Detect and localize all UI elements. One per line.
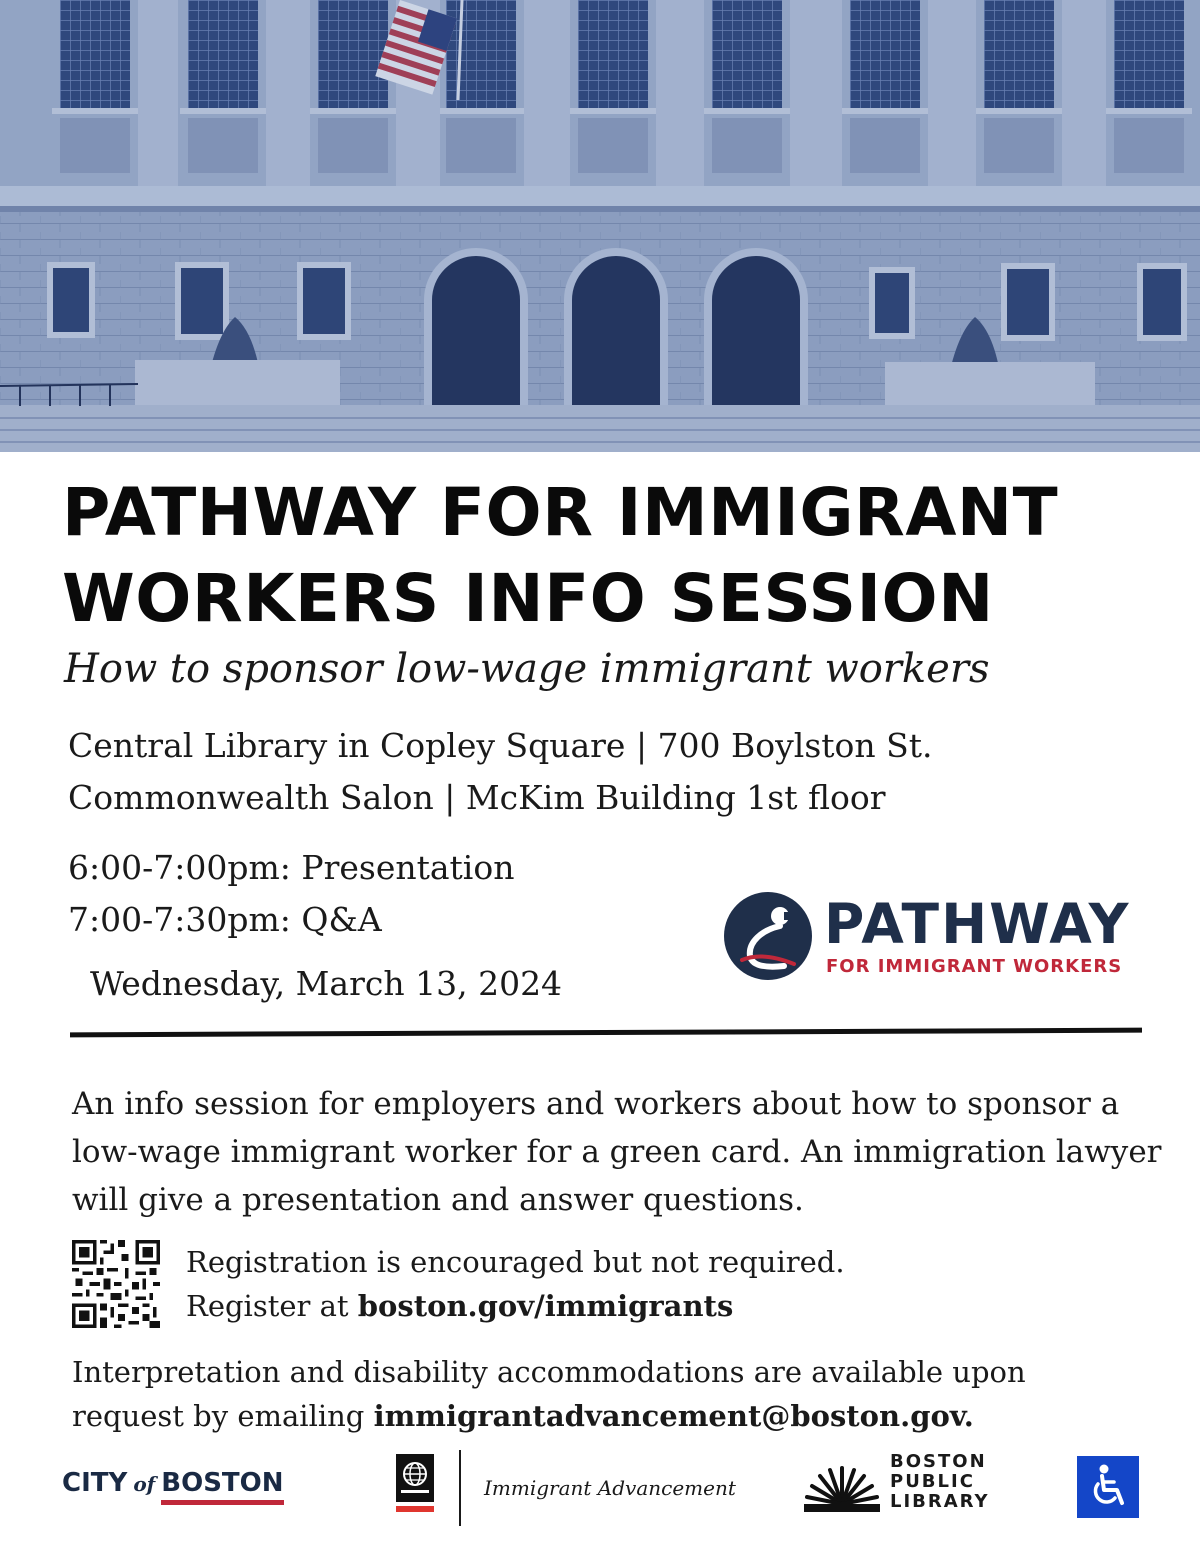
cob-boston: BOSTON <box>161 1468 283 1505</box>
venue-line-1: Central Library in Copley Square | 700 Boylston St. <box>68 726 933 765</box>
schedule-item-presentation: 6:00-7:00pm: Presentation <box>68 848 515 887</box>
accommodations-prefix: request by emailing <box>72 1399 374 1433</box>
registration-note: Registration is encouraged but not required. <box>186 1245 845 1279</box>
bpl-logo-text <box>890 1452 990 1512</box>
wheelchair-icon <box>1077 1456 1139 1518</box>
oia-divider <box>459 1450 461 1526</box>
event-title-line-2: WORKERS INFO SESSION <box>62 560 994 637</box>
accommodations-info <box>72 1350 1182 1438</box>
bpl-line-3: LIBRARY <box>890 1491 990 1512</box>
cob-city: CITY <box>62 1468 128 1498</box>
registration-prefix: Register at <box>186 1289 358 1323</box>
globe-icon <box>396 1454 434 1514</box>
bpl-sun-icon <box>804 1464 880 1512</box>
event-title <box>62 470 1172 642</box>
registration-line <box>186 1284 845 1328</box>
bpl-line-1: BOSTON <box>890 1451 987 1472</box>
event-description: An info session for employers and workers about how to sponsor a low-wage immigrant worker for a green card. An immigration lawyer will give a presentation and answer questions. <box>72 1086 1162 1218</box>
venue-line-2: Commonwealth Salon | McKim Building 1st floor <box>68 778 886 817</box>
accommodations-line-2 <box>72 1394 1182 1438</box>
registration-link[interactable]: boston.gov/immigrants <box>357 1289 734 1323</box>
schedule-item-qa: 7:00-7:30pm: Q&A <box>68 900 382 939</box>
pathway-bird-icon <box>722 890 814 982</box>
city-of-boston-logo <box>62 1468 284 1498</box>
event-date: Wednesday, March 13, 2024 <box>90 964 563 1003</box>
event-title-line-1: PATHWAY FOR IMMIGRANT <box>62 474 1059 551</box>
hero-image <box>0 0 1200 452</box>
registration-info <box>186 1240 845 1328</box>
venue-details <box>68 720 933 824</box>
bpl-line-2: PUBLIC <box>890 1471 975 1492</box>
cob-of: of <box>133 1472 156 1496</box>
footer-logos <box>0 1440 1200 1553</box>
divider-rule <box>70 1028 1142 1038</box>
pathway-logo-tagline: FOR IMMIGRANT WORKERS <box>826 956 1123 977</box>
accommodations-line-1: Interpretation and disability accommodations are available upon <box>72 1355 1026 1389</box>
event-subtitle: How to sponsor low-wage immigrant workers <box>64 646 990 692</box>
pathway-logo-word: PATHWAY <box>824 892 1131 956</box>
pathway-logo <box>722 890 1152 990</box>
accommodations-email-link[interactable]: immigrantadvancement@boston.gov. <box>373 1399 974 1433</box>
schedule <box>68 842 514 946</box>
qr-code-icon[interactable] <box>72 1240 160 1328</box>
oia-label: Immigrant Advancement <box>484 1476 736 1500</box>
